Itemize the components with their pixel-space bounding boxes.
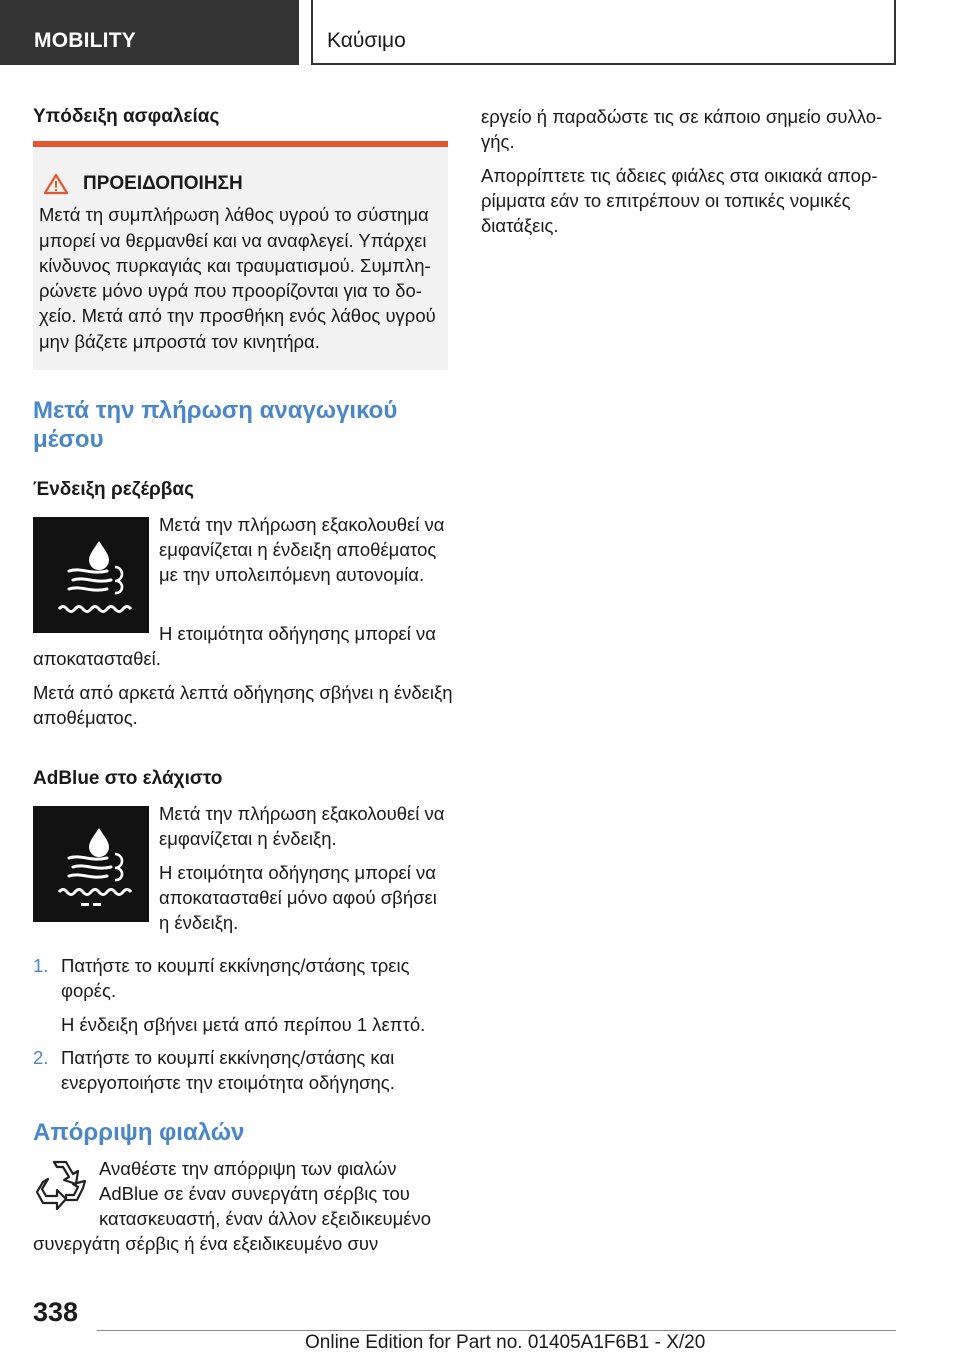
reserve-paragraph-2: Η ετοιμότητα οδήγησης μπορεί να αποκατασταθεί.	[33, 623, 436, 669]
list-item	[33, 1045, 453, 1096]
step-text: Πατήστε το κουμπί εκκίνησης/στάσης και ενεργοποιήστε την ετοιμότητα οδήγησης.	[61, 1046, 395, 1094]
step-number: 2.	[33, 1046, 49, 1068]
reserve-text	[159, 512, 451, 596]
warning-header	[43, 171, 440, 196]
safety-heading: Υπόδειξη ασφαλείας	[33, 106, 220, 127]
disposal-text	[33, 1156, 453, 1256]
page-number: 338	[33, 1297, 79, 1327]
disposal-heading: Απόρριψη φιαλών	[33, 1119, 245, 1146]
warning-triangle-icon	[43, 173, 69, 195]
minimum-heading: AdBlue στο ελάχιστο	[33, 768, 223, 789]
list-item	[33, 953, 453, 1004]
section-tab	[0, 0, 299, 65]
minimum-text	[159, 801, 451, 944]
chapter-title: Καύσιμο	[327, 29, 406, 52]
reserve-paragraph-1: Μετά την πλήρωση εξακολουθεί να εμφανίζεται η ένδειξη αποθέματος με την υπολειπόμενη αυτονομία.	[159, 514, 445, 585]
warning-title: ΠΡΟΕΙΔΟΠΟΙΗΣΗ	[83, 173, 243, 194]
disposal-paragraph-text: Αναθέστε την απόρριψη των φιαλών AdBlue σε έναν συνεργάτη σέρβις του κατασκευαστή, έναν άλλον εξειδικευμένο συνεργάτη σέρβις ή ένα εξειδικευμένο συν	[33, 1158, 432, 1254]
minimum-paragraph-1: Μετά την πλήρωση εξακολουθεί να εμφανίζεται η ένδειξη.	[159, 803, 445, 849]
step-number: 1.	[33, 955, 49, 976]
disposal-paragraph	[33, 1156, 453, 1256]
step-text: Πατήστε το κουμπί εκκίνησης/στάσης τρεις φορές.	[61, 955, 410, 1002]
reserve-text-3	[33, 680, 453, 739]
reserve-text-2	[33, 621, 453, 680]
right-paragraph-1: εργείο ή παραδώστε τις σε κάποιο σημείο συλλογής.	[481, 106, 883, 152]
right-column	[481, 104, 899, 247]
footer-edition: Online Edition for Part no. 01405A1F6B1 - X/20	[305, 1332, 706, 1353]
chapter-tab	[311, 0, 896, 65]
reserve-paragraph-3: Μετά από αρκετά λεπτά οδήγησης σβήνει η ένδειξη αποθέματος.	[33, 682, 453, 728]
reserve-heading: Ένδειξη ρεζέρβας	[33, 479, 194, 500]
adblue-reserve-icon	[33, 517, 149, 633]
footer-divider	[97, 1330, 896, 1331]
step-note: Η ένδειξη σβήνει μετά από περίπου 1 λεπτό.	[61, 1013, 426, 1035]
right-paragraph-2: Απορρίπτετε τις άδειες φιάλες στα οικιακά απορρίμματα εάν το επιτρέπουν οι τοπικές νομικές διατάξεις.	[481, 165, 878, 236]
minimum-paragraph-2: Η ετοιμότητα οδήγησης μπορεί να αποκατασταθεί μόνο αφού σβήσει η ένδειξη.	[159, 862, 437, 933]
warning-text: Μετά τη συμπλήρωση λάθος υγρού το σύστημα μπορεί να θερμανθεί και να αναφλεγεί. Υπάρχει κίνδυνος πυρκαγιάς και τραυματισμού. Συμπληρώνετε μόνο υγρά που προορίζονται για το δοχείο. Μετά από την προσθήκη ενός λάθος υγρού μην βάζετε μπροστά τον κινητήρα.	[39, 204, 436, 352]
adblue-minimum-icon	[33, 806, 149, 922]
section-title: MOBILITY	[34, 29, 136, 52]
after-refill-heading: Μετά την πλήρωση αναγωγικού μέσου	[33, 397, 398, 453]
steps-list	[33, 953, 453, 1103]
warning-box	[33, 141, 448, 370]
